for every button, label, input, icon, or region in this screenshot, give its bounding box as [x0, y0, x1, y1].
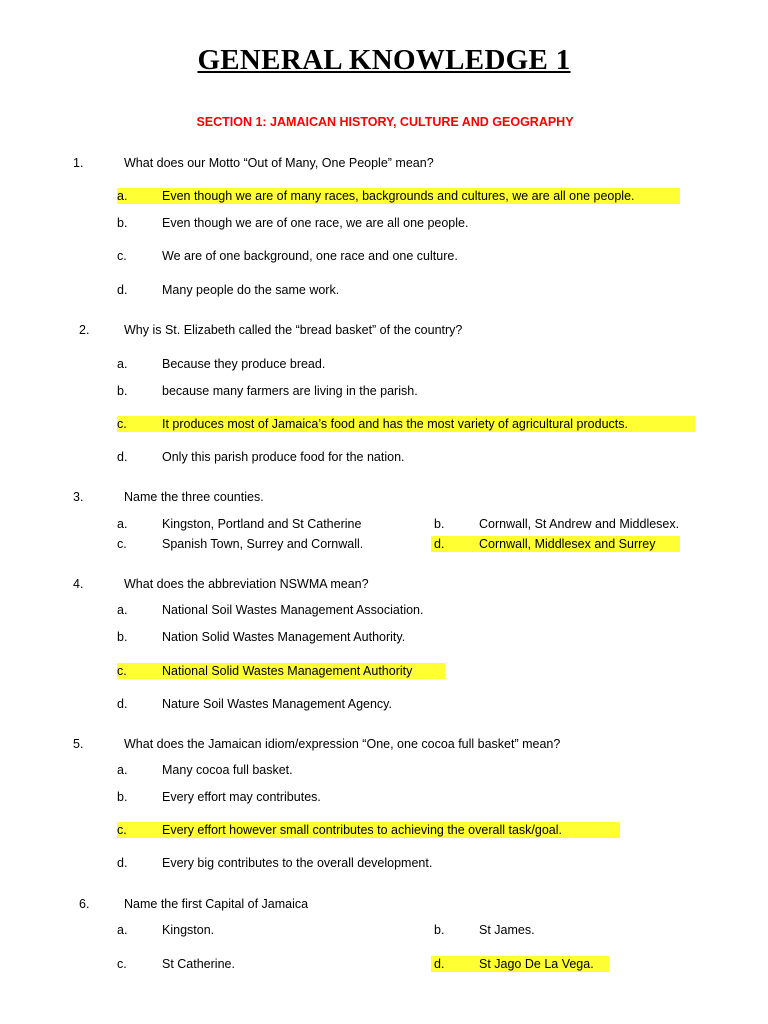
option-highlighted	[117, 822, 620, 838]
section-heading: SECTION 1: JAMAICAN HISTORY, CULTURE AND GEOGRAPHY	[196, 115, 574, 129]
option	[434, 516, 680, 532]
option-letter: d.	[117, 450, 128, 464]
option	[117, 356, 326, 372]
option-text: Only this parish produce food for the nation.	[162, 450, 405, 464]
option	[117, 629, 406, 645]
question-text: Why is St. Elizabeth called the “bread basket” of the country?	[124, 323, 463, 337]
option-text: Every effort may contributes.	[162, 790, 321, 804]
option-highlighted	[117, 416, 695, 432]
option	[117, 922, 215, 938]
question-number: 6.	[79, 897, 90, 911]
option	[117, 449, 405, 465]
option-letter: b.	[117, 384, 128, 398]
option-letter: b.	[434, 923, 445, 937]
option	[117, 956, 235, 972]
option-letter: b.	[117, 790, 128, 804]
option-letter: c.	[117, 664, 127, 678]
option-letter: a.	[117, 189, 128, 203]
option	[117, 855, 433, 871]
option-letter: c.	[117, 823, 127, 837]
option-text: National Solid Wastes Management Authority	[162, 664, 413, 678]
option-letter: c.	[117, 417, 127, 431]
option-text: Many people do the same work.	[162, 283, 340, 297]
option-letter: a.	[117, 923, 128, 937]
option-text: Cornwall, Middlesex and Surrey	[479, 537, 656, 551]
option-letter: a.	[117, 763, 128, 777]
question-text: What does the Jamaican idiom/expression “One, one cocoa full basket” mean?	[124, 737, 561, 751]
option	[117, 516, 362, 532]
option-text: St Jago De La Vega.	[479, 957, 594, 971]
question-number: 1.	[73, 156, 84, 170]
option-text: Nation Solid Wastes Management Authority.	[162, 630, 406, 644]
option-letter: c.	[117, 249, 127, 263]
option-text: Cornwall, St Andrew and Middlesex.	[479, 517, 680, 531]
option-text: We are of one background, one race and one culture.	[162, 249, 458, 263]
option-text: Every effort however small contributes to achieving the overall task/goal.	[162, 823, 562, 837]
option-letter: d.	[117, 697, 128, 711]
option-text: Nature Soil Wastes Management Agency.	[162, 697, 392, 711]
question-text: What does the abbreviation NSWMA mean?	[124, 577, 369, 591]
question-number: 4.	[73, 577, 84, 591]
question-number: 2.	[79, 323, 90, 337]
option-text: St James.	[479, 923, 535, 937]
option	[117, 215, 469, 231]
option-letter: d.	[434, 957, 445, 971]
option-letter: b.	[117, 630, 128, 644]
option-text: Many cocoa full basket.	[162, 763, 293, 777]
option	[117, 696, 392, 712]
option-highlighted	[431, 956, 609, 972]
option-letter: d.	[434, 537, 445, 551]
option-highlighted	[117, 663, 445, 679]
option	[117, 602, 424, 618]
option-letter: b.	[117, 216, 128, 230]
question-text: Name the first Capital of Jamaica	[124, 897, 309, 911]
question-number: 5.	[73, 737, 84, 751]
option-text: Kingston.	[162, 923, 215, 937]
option	[117, 248, 458, 264]
option-text: because many farmers are living in the parish.	[162, 384, 418, 398]
option-text: Every big contributes to the overall development.	[162, 856, 433, 870]
option-letter: a.	[117, 357, 128, 371]
option-letter: d.	[117, 856, 128, 870]
option-letter: b.	[434, 517, 445, 531]
option-text: St Catherine.	[162, 957, 235, 971]
option-text: Kingston, Portland and St Catherine	[162, 517, 362, 531]
option	[117, 789, 321, 805]
option	[117, 762, 293, 778]
option-text: It produces most of Jamaica’s food and has the most variety of agricultural products.	[162, 417, 628, 431]
document-title: GENERAL KNOWLEDGE 1	[197, 44, 571, 76]
option-letter: c.	[117, 537, 127, 551]
question-text: What does our Motto “Out of Many, One People” mean?	[124, 156, 434, 170]
option-text: Because they produce bread.	[162, 357, 326, 371]
option	[117, 536, 364, 552]
option	[434, 922, 535, 938]
option-text: Even though we are of one race, we are all one people.	[162, 216, 469, 230]
option-letter: a.	[117, 603, 128, 617]
option-highlighted	[117, 188, 680, 204]
option-letter: a.	[117, 517, 128, 531]
option-letter: d.	[117, 283, 128, 297]
option	[117, 383, 418, 399]
question-text: Name the three counties.	[124, 490, 264, 504]
option-text: Even though we are of many races, backgrounds and cultures, we are all one people.	[162, 189, 635, 203]
option-text: National Soil Wastes Management Association.	[162, 603, 424, 617]
option	[117, 282, 340, 298]
option-text: Spanish Town, Surrey and Cornwall.	[162, 537, 364, 551]
question-number: 3.	[73, 490, 84, 504]
option-highlighted	[431, 536, 680, 552]
option-letter: c.	[117, 957, 127, 971]
